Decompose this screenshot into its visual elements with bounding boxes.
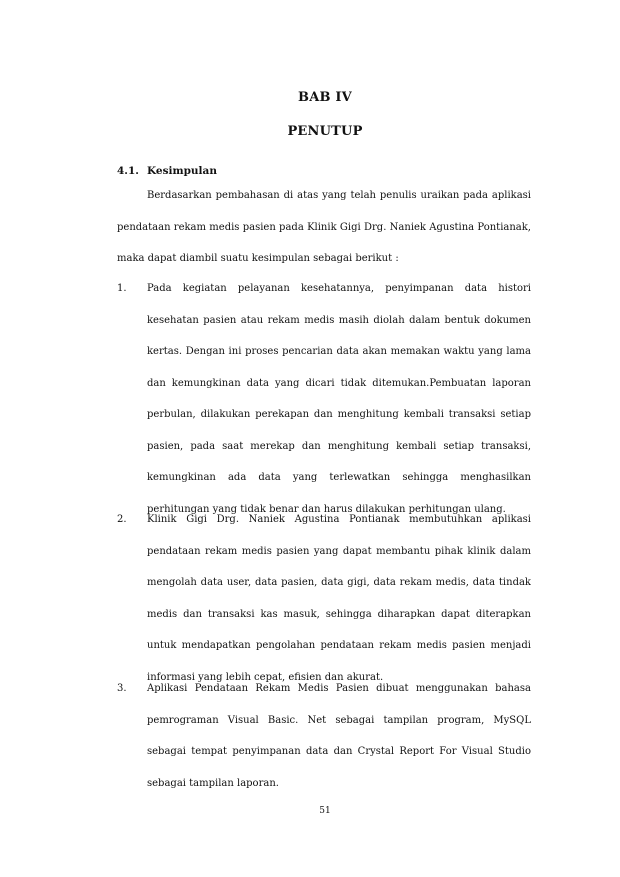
list-item: [117, 273, 531, 525]
section-title: Kesimpulan: [147, 165, 217, 177]
list-item: [117, 504, 531, 693]
intro-paragraph: Berdasarkan pembahasan di atas yang telah penulis uraikan pada aplikasi pendataan rekam medis pasien pada Klinik Gigi Drg. Naniek Agustina Pontianak, maka dapat diambil suatu kesimpulan sebagai berikut :: [117, 190, 531, 264]
section-heading: [117, 165, 217, 177]
list-item-text: Aplikasi Pendataan Rekam Medis Pasien dibuat menggunakan bahasa pemrograman Visual Basic. Net sebagai tampilan program, MySQL sebagai tempat penyimpanan data dan Crystal Report For Visual Studio sebagai tampilan laporan.: [147, 683, 531, 789]
list-item-number: 2.: [117, 514, 127, 525]
list-item-number: 1.: [117, 283, 127, 294]
page-number: 51: [319, 806, 331, 816]
list-item-text: Pada kegiatan pelayanan kesehatannya, penyimpanan data histori kesehatan pasien atau rekam medis masih diolah dalam bentuk dokumen kertas. Dengan ini proses pencarian data akan memakan waktu yang lama dan kemungkinan data yang dicari tidak ditemukan.Pembuatan laporan perbulan, dilakukan perekapan dan menghitung kembali transaksi setiap pasien, pada saat merekap dan menghitung kembali setiap transaksi, kemungkinan ada data yang terlewatkan sehingga menghasilkan perhitungan yang tidak benar dan harus dilakukan perhitungan ulang.: [147, 283, 531, 515]
chapter-subtitle: PENUTUP: [287, 124, 363, 139]
list-item-text: Klinik Gigi Drg. Naniek Agustina Pontianak membutuhkan aplikasi pendataan rekam medis pasien yang dapat membantu pihak klinik dalam mengolah data user, data pasien, data gigi, data rekam medis, data tindak medis dan transaksi kas masuk, sehingga diharapkan dapat diterapkan untuk mendapatkan pengolahan pendataan rekam medis pasien menjadi informasi yang lebih cepat, efisien dan akurat.: [147, 514, 531, 683]
list-item-number: 3.: [117, 683, 127, 694]
list-item: [117, 673, 531, 799]
section-number: 4.1.: [117, 165, 139, 177]
chapter-title: BAB IV: [298, 90, 352, 105]
